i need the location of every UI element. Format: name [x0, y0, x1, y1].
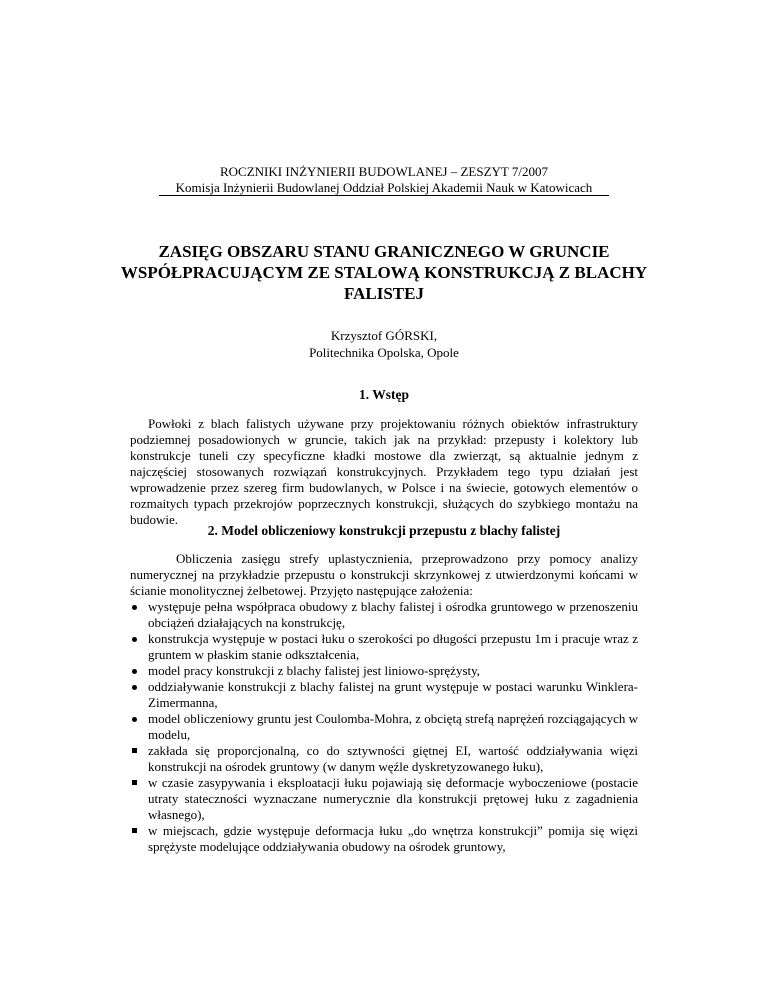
list-item-text: w miejscach, gdzie występuje deformacja łuku „do wnętrza konstrukcji” pomija się więzi sprężyste modelujące oddziaływania obudowy na ośrodek gruntowy,	[148, 823, 638, 854]
list-item	[130, 599, 638, 631]
list-item	[130, 711, 638, 743]
list-item	[130, 823, 638, 855]
list-item-text: oddziaływanie konstrukcji z blachy falistej na grunt występuje w postaci warunku Winklera-Zimermanna,	[148, 679, 638, 710]
section-heading-model: 2. Model obliczeniowy konstrukcji przepustu z blachy falistej	[207, 523, 561, 538]
list-item-text: występuje pełna współpraca obudowy z blachy falistej i ośrodka gruntowego w przenoszeniu obciążeń działających na konstrukcję,	[148, 599, 638, 630]
list-item-text: w czasie zasypywania i eksploatacji łuku pojawiają się deformacje wyboczeniowe (postacie utraty stateczności wyznaczane numerycznie dla konstrukcji prętowej łuku z zagadnienia własnego),	[148, 775, 638, 822]
journal-publisher: Komisja Inżynierii Budowlanej Oddział Polskiej Akademii Nauk w Katowicach	[175, 180, 593, 195]
journal-title: ROCZNIKI INŻYNIERII BUDOWLANEJ – ZESZYT 7/2007	[220, 164, 548, 179]
list-item	[130, 743, 638, 775]
paper-title: ZASIĘG OBSZARU STANU GRANICZNEGO W GRUNCIE WSPÓŁPRACUJĄCYM ZE STALOWĄ KONSTRUKCJĄ Z BLACHY FALISTEJ	[120, 242, 648, 303]
list-item	[130, 679, 638, 711]
assumptions-list	[130, 599, 638, 855]
section-paragraph-model: Obliczenia zasięgu strefy uplastycznienia, przeprowadzono przy pomocy analizy numerycznej na przykładzie przepustu o konstrukcji skrzynkowej z utwierdzonymi końcami w ścianie monolitycznej żelbetowej. Przyjęto następujące założenia:	[130, 551, 638, 598]
section-heading-introduction: 1. Wstęp	[358, 387, 409, 402]
list-item	[130, 775, 638, 823]
list-item-text: model obliczeniowy gruntu jest Coulomba-Mohra, z obciętą strefą naprężeń rozciągających w modelu,	[148, 711, 638, 742]
author-affiliation: Politechnika Opolska, Opole	[309, 345, 459, 360]
section-paragraph-introduction: Powłoki z blach falistych używane przy projektowaniu różnych obiektów infrastruktury podziemnej posadowionych w gruncie, takich jak na przykład: przepusty i kolektory lub konstrukcje tuneli czy specyficzne kładki mostowe dla zwierząt, są aktualnie jednym z najczęściej stosowanych rozwiązań konstrukcyjnych. Przykładem tego typu działań jest wprowadzenie przez szereg firm budowlanych, w Polsce i na świecie, gotowych elementów o rozmaitych typach przekrojów poprzecznych konstrukcji, służących do szybkiego montażu na budowie.	[130, 416, 638, 527]
list-item-text: zakłada się proporcjonalną, co do sztywności giętnej EI, wartość oddziaływania więzi konstrukcji na ośrodek gruntowy (w danym węźle dyskretyzowanego łuku),	[148, 743, 638, 774]
list-item-text: model pracy konstrukcji z blachy falistej jest liniowo-sprężysty,	[148, 663, 481, 678]
list-item-text: konstrukcja występuje w postaci łuku o szerokości po długości przepustu 1m i pracuje wraz z gruntem w płaskim stanie odkształcenia,	[148, 631, 638, 662]
header-rule	[159, 195, 609, 196]
list-item	[130, 631, 638, 663]
list-item	[130, 663, 638, 679]
author-name: Krzysztof GÓRSKI,	[330, 328, 438, 343]
